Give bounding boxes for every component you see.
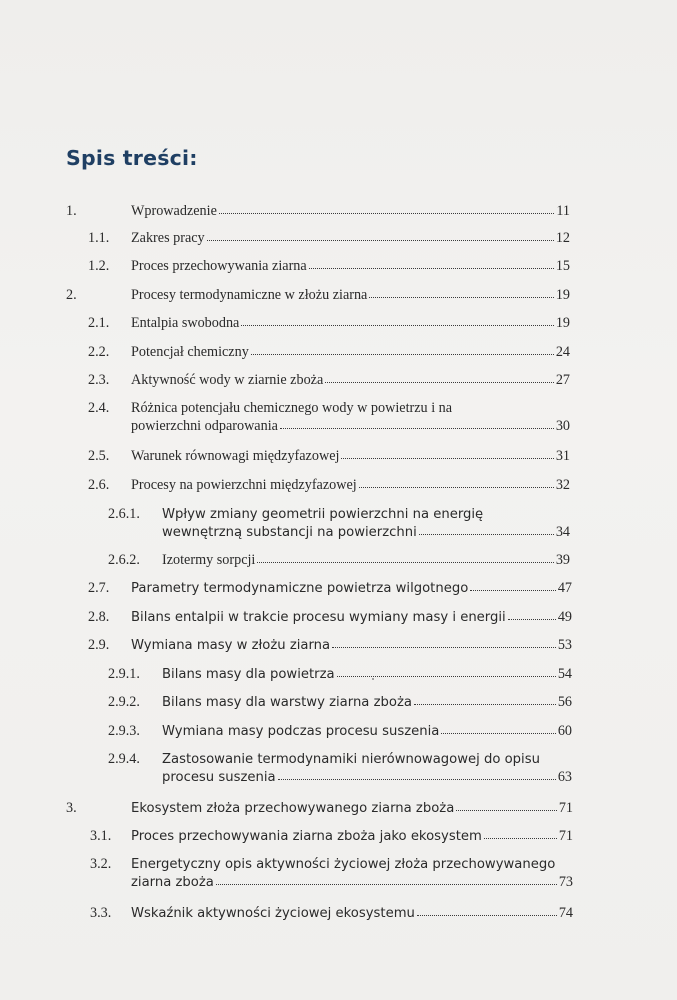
toc-entry-title: Bilans masy dla powietrza [162, 667, 335, 682]
toc-entry-number: 2.9.3. [108, 723, 140, 739]
toc-entry [0, 372, 677, 390]
dot-leader [337, 665, 556, 677]
toc-entry-line [131, 874, 573, 891]
toc-entry [0, 580, 677, 598]
dot-leader [508, 608, 556, 620]
toc-entry-line [162, 723, 572, 740]
dot-leader [417, 904, 557, 916]
toc-entry-line [131, 372, 570, 389]
toc-entry [0, 315, 677, 333]
toc-entry-line [131, 203, 570, 220]
toc-entry-title: Procesy na powierzchni międzyfazowej [131, 477, 357, 493]
toc-entry-title: Izotermy sorpcji [162, 552, 256, 568]
toc-entry [0, 552, 677, 570]
toc-entry-number: 2.5. [88, 448, 110, 464]
dot-leader [332, 636, 556, 648]
toc-entry-title: Parametry termodynamiczne powietrza wilgotnego [131, 581, 469, 596]
toc-entry-line [131, 800, 573, 817]
dot-leader [325, 371, 554, 383]
dot-leader [241, 314, 553, 326]
toc-entry-page-number: 34 [555, 524, 570, 540]
toc-entry-number: 3. [66, 800, 77, 816]
toc-entry-line [131, 315, 570, 332]
toc-entry-title: powierzchni odparowania [131, 418, 278, 434]
toc-entry [0, 344, 677, 362]
toc-entry-line [162, 769, 572, 786]
dot-leader [216, 873, 557, 885]
toc-entry-title: Wskaźnik aktywności życiowej ekosystemu [131, 906, 415, 921]
toc-entry [0, 609, 677, 627]
toc-entry-title: Ekosystem złoża przechowywanego ziarna zboża [131, 801, 455, 816]
toc-entry [0, 828, 677, 846]
toc-entry [0, 800, 677, 818]
dot-leader [470, 579, 556, 591]
toc-entry-number: 3.3. [90, 905, 112, 921]
toc-entry-line [131, 637, 572, 654]
toc-entry-line [131, 418, 570, 435]
toc-entry-page-number: 30 [555, 418, 570, 434]
dot-leader [414, 693, 556, 705]
dot-leader [251, 343, 554, 355]
toc-entry-title-line1: Zastosowanie termodynamiki nierównowagowej do opisu [162, 752, 540, 767]
dot-leader [207, 229, 554, 241]
toc-entry-number: 2. [66, 287, 77, 303]
toc-entry-number: 1.1. [88, 230, 110, 246]
dot-leader [456, 799, 557, 811]
toc-entry-page-number: 47 [557, 580, 572, 596]
toc-entry-page-number: 31 [555, 448, 570, 464]
toc-entry-line [162, 524, 570, 541]
toc-entry-number: 2.7. [88, 580, 110, 596]
dot-leader [441, 722, 555, 734]
toc-entry [0, 506, 677, 544]
toc-entry-page-number: 71 [558, 800, 573, 816]
toc-entry-number: 1.2. [88, 258, 110, 274]
toc-entry [0, 666, 677, 684]
toc-entry-line [131, 448, 570, 465]
toc-entry-title: Potencjał chemiczny [131, 344, 249, 360]
toc-entry [0, 723, 677, 741]
toc-entry-number: 2.3. [88, 372, 110, 388]
dot-leader [257, 551, 553, 563]
toc-entry-page-number: 60 [557, 723, 572, 739]
toc-entry-page-number: 74 [558, 905, 573, 921]
toc-entry [0, 637, 677, 655]
toc-entry [0, 856, 677, 894]
toc-entry-page-number: 15 [555, 258, 570, 274]
toc-entry [0, 477, 677, 495]
toc-entry-title-line1: Różnica potencjału chemicznego wody w powietrzu i na [131, 400, 453, 416]
toc-entry-title: Proces przechowywania ziarna zboża jako ekosystem [131, 829, 482, 844]
toc-entry-title: Warunek równowagi międzyfazowej [131, 448, 340, 464]
toc-entry-number: 1. [66, 203, 77, 219]
toc-entry-page-number: 54 [557, 666, 572, 682]
toc-entry-page-number: 27 [555, 372, 570, 388]
toc-entry-title: Bilans masy dla warstwy ziarna zboża [162, 695, 412, 710]
toc-entry [0, 400, 677, 438]
toc-entry [0, 258, 677, 276]
toc-entry-number: 3.1. [90, 828, 112, 844]
toc-entry-title: Entalpia swobodna [131, 315, 240, 331]
toc-entry-page-number: 63 [557, 769, 572, 785]
toc-entry-number: 2.6. [88, 477, 110, 493]
dot-leader [341, 447, 553, 459]
toc-entry [0, 694, 677, 712]
toc-entry [0, 905, 677, 923]
toc-entry-title: procesu suszenia [162, 770, 276, 785]
toc-entry-title: Wymiana masy podczas procesu suszenia [162, 724, 440, 739]
toc-entry-number: 2.6.1. [108, 506, 140, 522]
toc-entry-title: wewnętrzną substancji na powierzchni [162, 525, 417, 540]
dot-leader [219, 202, 554, 214]
toc-entry-line [131, 477, 570, 494]
toc-entry-line [131, 905, 573, 922]
toc-entry-title-line1: Wpływ zmiany geometrii powierzchni na energię [162, 507, 484, 522]
toc-entry-line [131, 580, 572, 597]
dot-leader [484, 827, 557, 839]
toc-entry-number: 2.9.4. [108, 751, 140, 767]
toc-entry-number: 2.4. [88, 400, 110, 416]
toc-entry-page-number: 71 [558, 828, 573, 844]
toc-entry [0, 287, 677, 305]
toc-entry-title: Wymiana masy w złożu ziarna [131, 638, 331, 653]
toc-entry-page-number: 39 [555, 552, 570, 568]
toc-entry-line [131, 287, 570, 304]
toc-entry [0, 230, 677, 248]
toc-entry [0, 751, 677, 789]
toc-entry-page-number: 11 [556, 203, 570, 219]
toc-entry-line [162, 694, 572, 711]
toc-entry [0, 203, 677, 221]
toc-entry-line [162, 552, 570, 569]
dot-leader [359, 476, 554, 488]
dot-leader [419, 523, 554, 535]
toc-entry-page-number: 49 [557, 609, 572, 625]
toc-entry-number: 2.9.1. [108, 666, 140, 682]
toc-entry-number: 2.9. [88, 637, 110, 653]
toc-entry-page-number: 73 [558, 874, 573, 890]
dot-leader [309, 257, 554, 269]
toc-entry-title: Aktywność wody w ziarnie zboża [131, 372, 324, 388]
toc-entry-line [162, 666, 572, 683]
toc-entry-line [131, 344, 570, 361]
toc-entry-title-line1: Energetyczny opis aktywności życiowej złoża przechowywanego [131, 857, 556, 872]
toc-entry-page-number: 56 [557, 694, 572, 710]
toc-entry [0, 448, 677, 466]
toc-entry-number: 2.1. [88, 315, 110, 331]
toc-entry-title: Bilans entalpii w trakcie procesu wymiany masy i energii [131, 610, 506, 625]
toc-entry-line [131, 828, 573, 845]
toc-entry-page-number: 53 [557, 637, 572, 653]
toc-entry-number: 2.6.2. [108, 552, 140, 568]
toc-entry-line [131, 230, 570, 247]
toc-entry-page-number: 19 [555, 287, 570, 303]
toc-entry-number: 3.2. [90, 856, 112, 872]
toc-entry-title: Proces przechowywania ziarna [131, 258, 307, 274]
dot-leader [278, 768, 556, 780]
toc-entry-page-number: 19 [555, 315, 570, 331]
toc-entry-title: Wprowadzenie [131, 203, 217, 219]
toc-entry-number: 2.9.2. [108, 694, 140, 710]
toc-title: Spis treści: [66, 146, 198, 170]
dot-leader [369, 286, 553, 298]
toc-entry-line [131, 609, 572, 626]
toc-entry-title: Procesy termodynamiczne w złożu ziarna [131, 287, 368, 303]
toc-entry-title: ziarna zboża [131, 875, 214, 890]
toc-entry-title: Zakres pracy [131, 230, 205, 246]
toc-entry-number: 2.2. [88, 344, 110, 360]
toc-entry-page-number: 12 [555, 230, 570, 246]
toc-entry-number: 2.8. [88, 609, 110, 625]
toc-entry-line [131, 258, 570, 275]
dot-leader [280, 417, 554, 429]
toc-entry-page-number: 24 [555, 344, 570, 360]
toc-entry-page-number: 32 [555, 477, 570, 493]
